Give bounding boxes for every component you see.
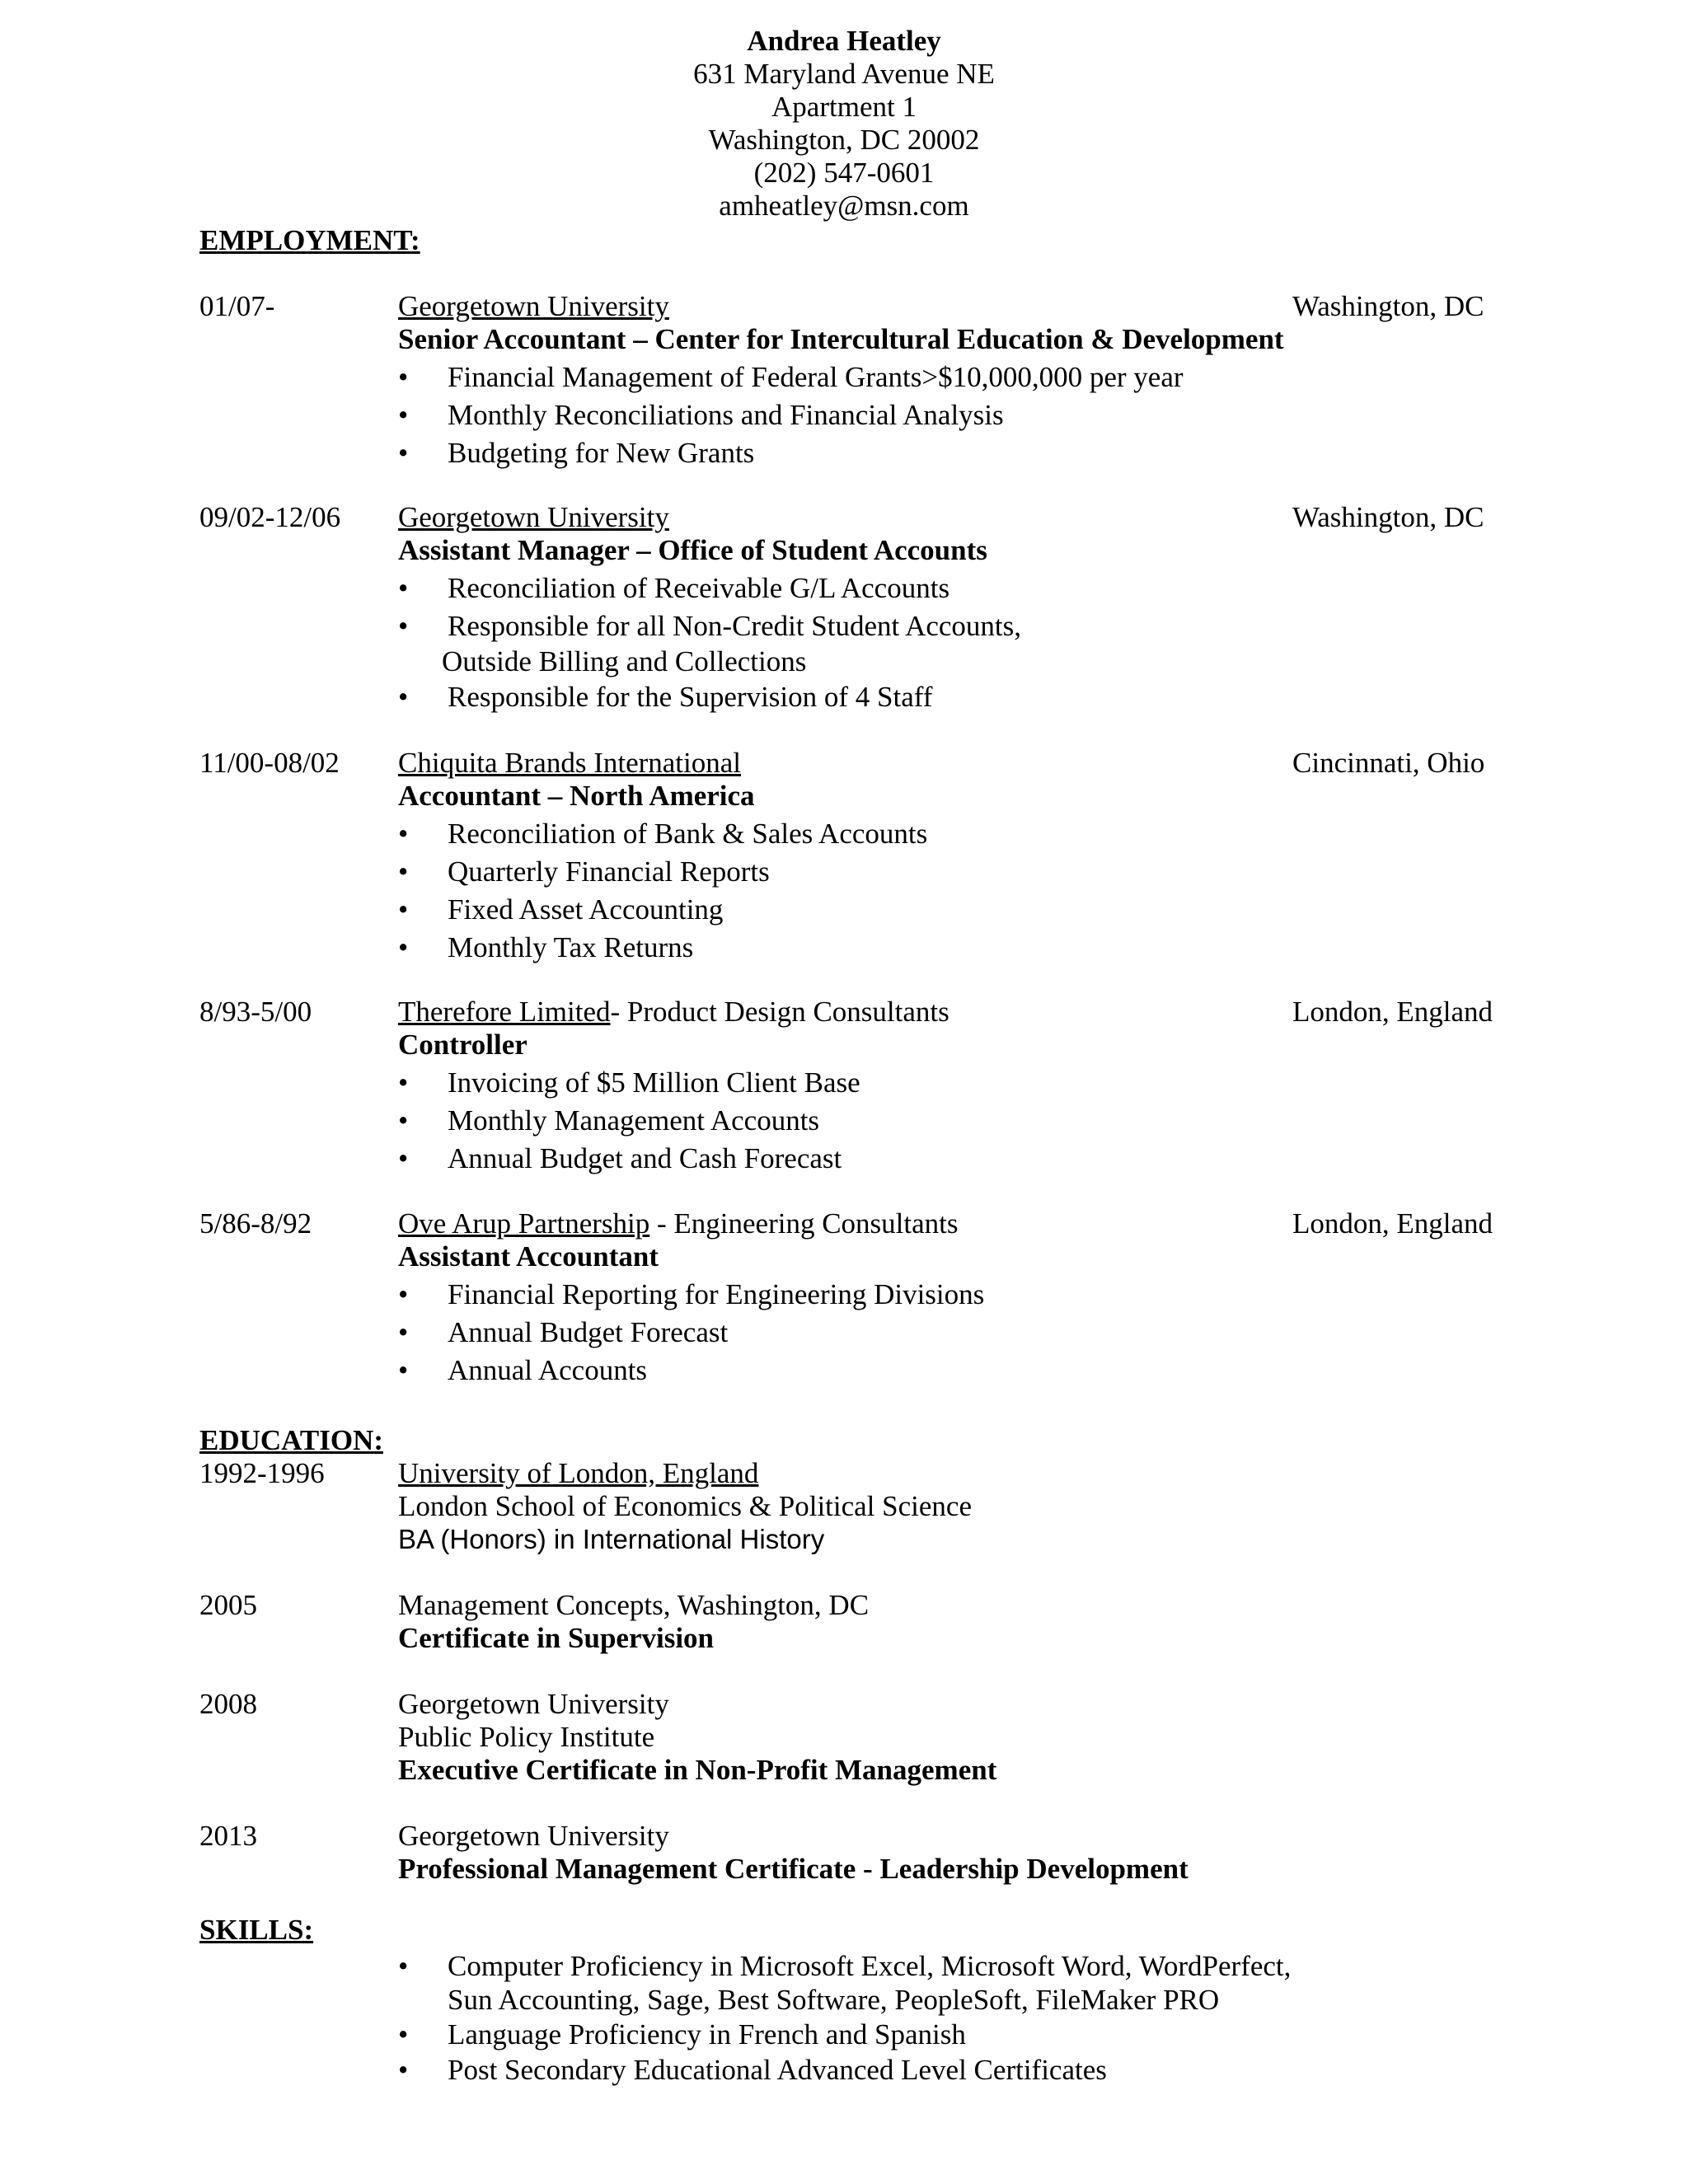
education-dates: 2005 (199, 1589, 257, 1621)
employment-dates: 01/07- (199, 290, 275, 322)
education-heading: EDUCATION: (199, 1424, 383, 1456)
job-title: Accountant – North America (398, 780, 755, 812)
employer-name: Ove Arup Partnership (398, 1207, 650, 1240)
job-title: Assistant Manager – Office of Student Accounts (398, 534, 987, 566)
duties-list (398, 678, 1593, 716)
employment-location: Cincinnati, Ohio (1292, 747, 1485, 779)
education-dates: 2013 (199, 1820, 257, 1852)
list-item: • Responsible for the Supervision of 4 Staff (398, 678, 1593, 716)
skills-heading: SKILLS: (199, 1914, 314, 1946)
employment-location: Washington, DC (1292, 501, 1484, 533)
job-title: Assistant Accountant (398, 1240, 659, 1272)
employment-location: London, England (1292, 1207, 1493, 1240)
list-item: • Monthly Tax Returns (398, 929, 1593, 967)
duties-list (398, 359, 1593, 472)
employment-heading: EMPLOYMENT: (199, 224, 420, 256)
certificate-name: Certificate in Supervision (398, 1622, 715, 1654)
degree: BA (Honors) in International History (398, 1524, 825, 1554)
address-line-1: 631 Maryland Avenue NE (693, 58, 995, 90)
list-item: • Invoicing of $5 Million Client Base (398, 1064, 1593, 1102)
applicant-name: Andrea Heatley (747, 25, 941, 57)
skills-list (398, 2017, 1593, 2088)
contact-header (0, 25, 1688, 223)
list-item: • Post Secondary Educational Advanced Level Certificates (398, 2052, 1593, 2088)
employer-name: Therefore Limited (398, 996, 611, 1028)
list-item: • Fixed Asset Accounting (398, 891, 1593, 929)
list-item: • Annual Budget Forecast (398, 1314, 1593, 1352)
institution-name: Management Concepts, Washington, DC (398, 1589, 870, 1621)
job-title: Senior Accountant – Center for Intercultural Education & Development (398, 323, 1284, 355)
list-item: • Annual Accounts (398, 1352, 1593, 1390)
duties-list (398, 1276, 1593, 1390)
skills-list (398, 1948, 1593, 1984)
list-item: • Annual Budget and Cash Forecast (398, 1140, 1593, 1178)
address-city: Washington, DC 20002 (708, 124, 980, 156)
list-item: • Monthly Reconciliations and Financial Analysis (398, 396, 1593, 434)
duties-list (398, 1064, 1593, 1178)
certificate-name: Executive Certificate in Non-Profit Management (398, 1754, 997, 1786)
job-title: Controller (398, 1029, 528, 1061)
institution-name: Georgetown University (398, 1820, 669, 1852)
list-item: • Language Proficiency in French and Spanish (398, 2017, 1593, 2052)
employer-description: - Engineering Consultants (649, 1207, 959, 1240)
list-item: • Responsible for all Non-Credit Student Accounts, (398, 607, 1593, 645)
employment-dates: 09/02-12/06 (199, 501, 341, 533)
employer-name: Georgetown University (398, 501, 669, 533)
duties-list (398, 569, 1593, 645)
institution-name: University of London, England (398, 1457, 759, 1489)
list-item: • Financial Management of Federal Grants>$10,000,000 per year (398, 359, 1593, 396)
list-item: • Budgeting for New Grants (398, 434, 1593, 472)
certificate-name: Professional Management Certificate - Leadership Development (398, 1853, 1189, 1885)
phone-number: (202) 547-0601 (753, 157, 935, 189)
list-item: • Monthly Management Accounts (398, 1102, 1593, 1140)
institute-name: Public Policy Institute (398, 1721, 655, 1753)
list-item-continuation: Outside Billing and Collections (442, 645, 807, 677)
list-item: • Reconciliation of Receivable G/L Accounts (398, 569, 1593, 607)
email-address: amheatley@msn.com (719, 190, 969, 222)
institution-name: Georgetown University (398, 1688, 669, 1720)
education-dates: 1992-1996 (199, 1457, 325, 1489)
employer-name: Georgetown University (398, 290, 669, 322)
address-line-2: Apartment 1 (771, 91, 917, 123)
employment-dates: 5/86-8/92 (199, 1207, 312, 1240)
employment-dates: 11/00-08/02 (199, 747, 340, 779)
list-item-continuation: Sun Accounting, Sage, Best Software, PeopleSoft, FileMaker PRO (448, 1984, 1220, 2016)
employment-location: Washington, DC (1292, 290, 1484, 322)
education-dates: 2008 (199, 1688, 257, 1720)
list-item: • Reconciliation of Bank & Sales Accounts (398, 815, 1593, 853)
duties-list (398, 815, 1593, 967)
list-item: • Financial Reporting for Engineering Divisions (398, 1276, 1593, 1314)
list-item: • Quarterly Financial Reports (398, 853, 1593, 891)
school-name: London School of Economics & Political Science (398, 1490, 972, 1522)
employer-name: Chiquita Brands International (398, 747, 742, 779)
list-item: • Computer Proficiency in Microsoft Excel, Microsoft Word, WordPerfect, (398, 1948, 1593, 1984)
employment-dates: 8/93-5/00 (199, 996, 312, 1028)
employment-location: London, England (1292, 996, 1493, 1028)
employer-description: - Product Design Consultants (610, 996, 950, 1028)
